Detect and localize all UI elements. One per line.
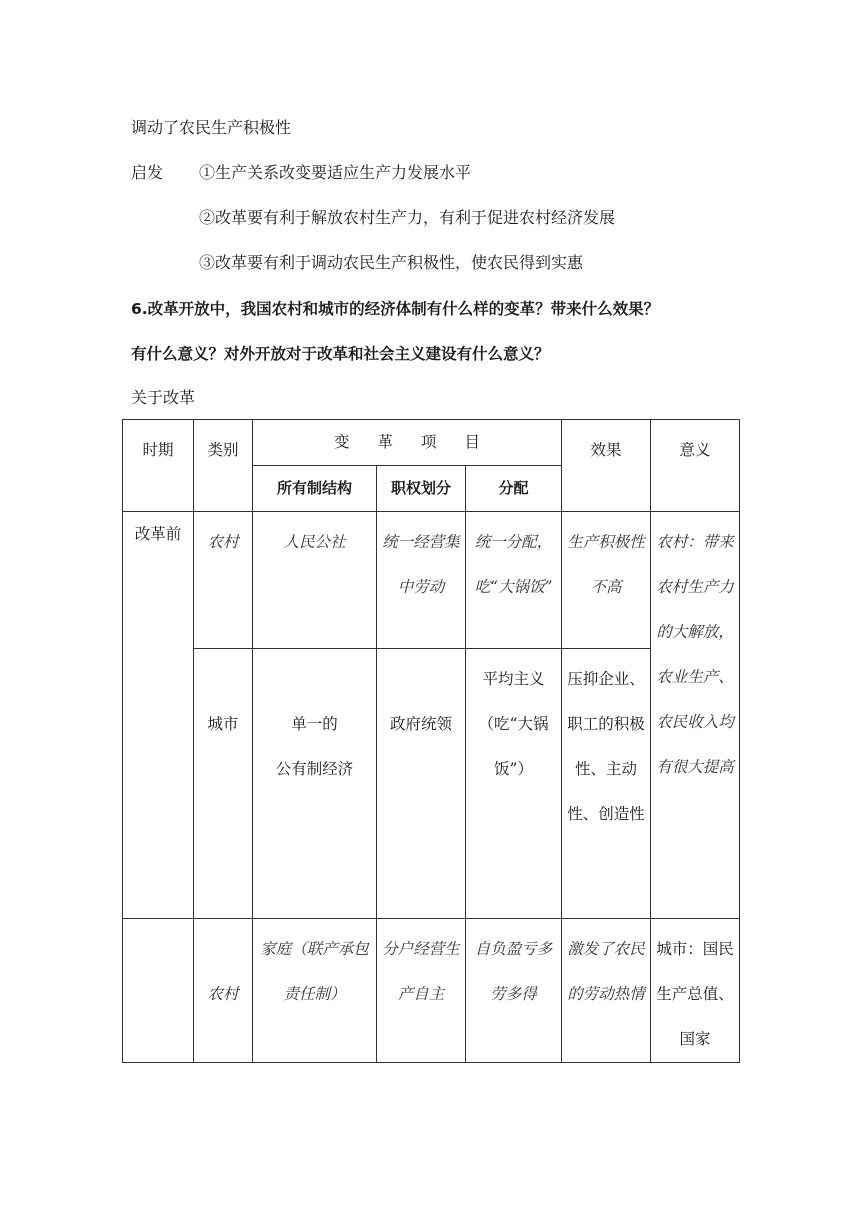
header-period: 时期 (123, 420, 194, 512)
authority-rural-before: 统一经营集中劳动 (377, 512, 466, 649)
effect-rural-after: 激发了农民的劳动热情 (562, 919, 651, 1063)
ownership-rural-before: 人民公社 (253, 512, 377, 649)
question-line-2: 有什么意义？对外开放对于改革和社会主义建设有什么意义？ (131, 345, 550, 363)
significance-before: 农村：带来农村生产力的大解放，农业生产、农民收入均有很大提高 (651, 512, 740, 919)
significance-after: 城市：国民生产总值、国家 (651, 919, 740, 1063)
header-effect: 效果 (562, 420, 651, 512)
insight-item-3: ③改革要有利于调动农民生产积极性，使农民得到实惠 (199, 253, 584, 272)
ownership-rural-after: 家庭（联产承包责任制） (253, 919, 377, 1063)
header-category: 类别 (194, 420, 253, 512)
insight-item-2: ②改革要有利于解放农村生产力，有利于促进农村经济发展 (199, 208, 616, 227)
insight-item-1: ①生产关系改变要适应生产力发展水平 (199, 163, 472, 182)
header-authority: 职权划分 (377, 466, 466, 512)
period-after (123, 919, 194, 1063)
header-significance: 意义 (651, 420, 740, 512)
question-line-1: 6.改革开放中，我国农村和城市的经济体制有什么样的变革？带来什么效果？ (131, 300, 660, 318)
insight-label: 启发 (131, 163, 164, 182)
intro-line: 调动了农民生产积极性 (131, 118, 292, 137)
period-before: 改革前 (123, 512, 194, 919)
ownership-urban-line-1: 单一的 (291, 715, 338, 733)
distribution-rural-before: 统一分配，吃“大锅饭” (466, 512, 562, 649)
ownership-urban-before (253, 649, 377, 919)
header-distribution: 分配 (466, 466, 562, 512)
category-urban: 城市 (194, 649, 253, 919)
ownership-urban-line-2: 公有制经济 (275, 760, 354, 778)
distribution-urban-before: 平均主义（吃“大锅饭”） (466, 649, 562, 919)
section-title: 关于改革 (131, 388, 196, 407)
reform-table (122, 419, 740, 1063)
authority-rural-after: 分户经营生产自主 (377, 919, 466, 1063)
category-rural: 农村 (194, 512, 253, 649)
header-reform-items: 变革项目 (253, 420, 562, 466)
category-rural-after: 农村 (194, 919, 253, 1063)
effect-rural-before: 生产积极性不高 (562, 512, 651, 649)
authority-urban-before: 政府统领 (377, 649, 466, 919)
header-ownership: 所有制结构 (253, 466, 377, 512)
distribution-rural-after: 自负盈亏多劳多得 (466, 919, 562, 1063)
effect-urban-before: 压抑企业、职工的积极性、主动性、创造性 (562, 649, 651, 919)
